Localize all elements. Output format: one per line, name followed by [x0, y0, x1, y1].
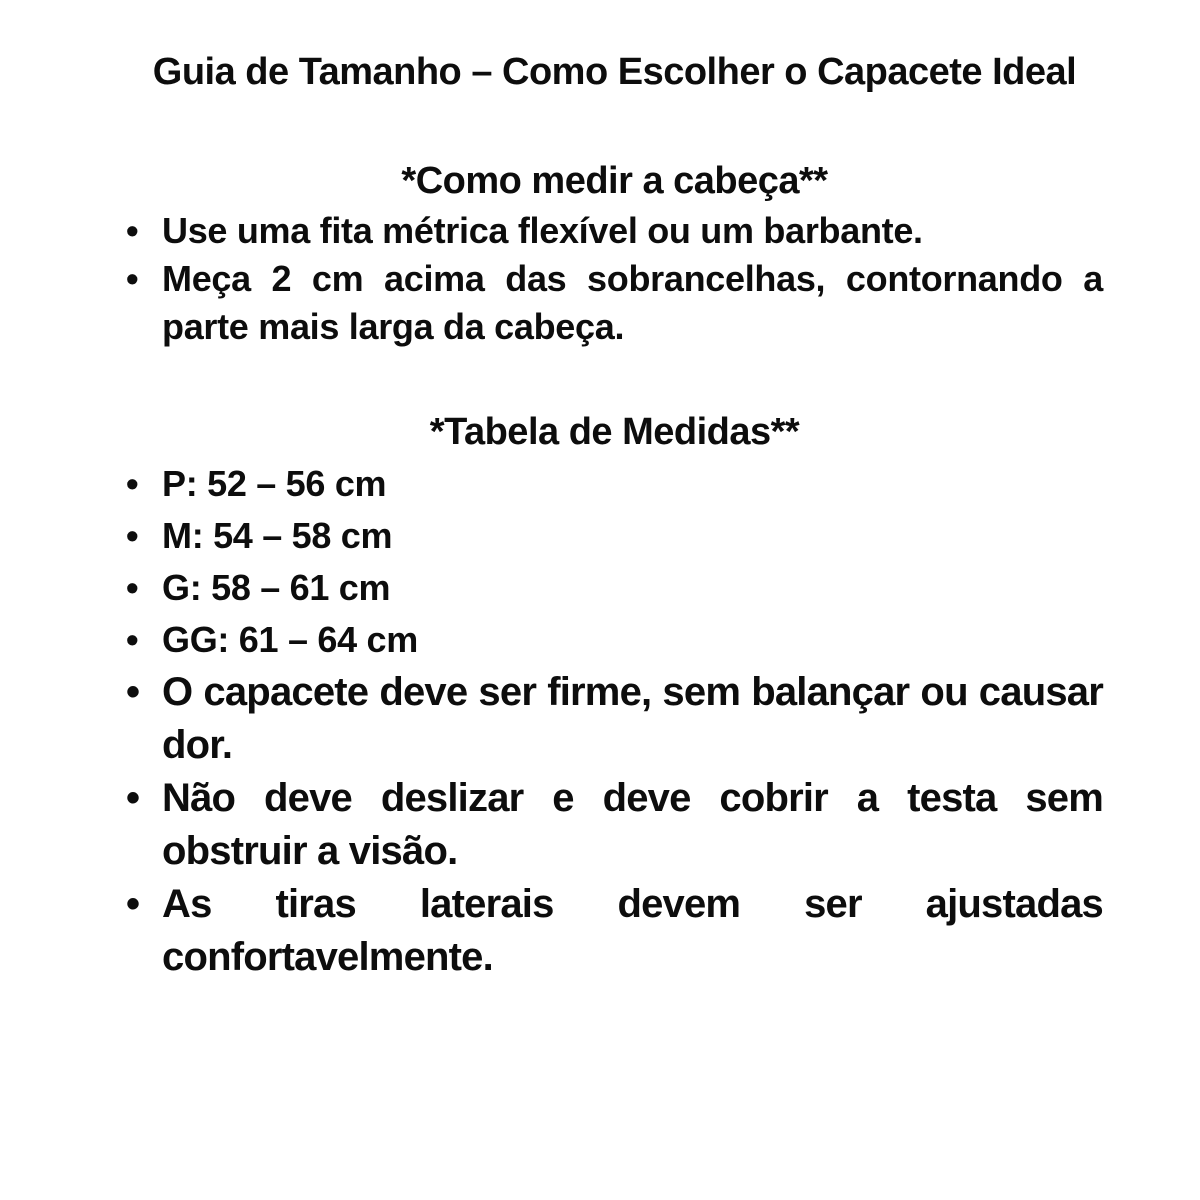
- size-gg-value: GG: 61 – 64 cm: [162, 619, 418, 660]
- page-title: Guia de Tamanho – Como Escolher o Capacete Ideal: [152, 51, 1077, 93]
- list-item: [126, 510, 1103, 562]
- section-heading-tabela-de-medidas: *Tabela de Medidas**: [429, 411, 800, 453]
- size-table-list: [126, 458, 1103, 666]
- list-item: [126, 614, 1103, 666]
- list-item: [126, 562, 1103, 614]
- fit-tips-list: [126, 666, 1103, 984]
- list-item: [126, 255, 1103, 351]
- bullet-icon: •: [126, 619, 139, 660]
- list-item: [126, 878, 1103, 984]
- bullet-icon: •: [126, 776, 140, 820]
- bullet-text: O capacete deve ser firme, sem balançar ou causar dor.: [162, 670, 1103, 767]
- bullet-text: Meça 2 cm acima das sobrancelhas, contornando a parte mais larga da cabeça.: [162, 258, 1103, 347]
- list-item: [126, 666, 1103, 772]
- size-g-value: G: 58 – 61 cm: [162, 567, 391, 608]
- list-item: [126, 207, 1103, 255]
- size-m-value: M: 54 – 58 cm: [162, 515, 393, 556]
- list-item: [126, 458, 1103, 510]
- bullet-icon: •: [126, 210, 139, 251]
- section-heading-como-medir: *Como medir a cabeça**: [401, 160, 828, 202]
- size-guide-document: [0, 46, 1200, 1200]
- bullet-icon: •: [126, 882, 140, 926]
- bullet-icon: •: [126, 567, 139, 608]
- bullet-text: Não deve deslizar e deve cobrir a testa sem obstruir a visão.: [162, 776, 1103, 873]
- measure-instructions-list: [126, 207, 1103, 351]
- bullet-icon: •: [126, 515, 139, 556]
- bullet-icon: •: [126, 463, 139, 504]
- bullet-icon: •: [126, 258, 139, 299]
- bullet-text: Use uma fita métrica flexível ou um barbante.: [162, 210, 923, 251]
- bullet-text: As tiras laterais devem ser ajustadas confortavelmente.: [162, 882, 1103, 979]
- list-item: [126, 772, 1103, 878]
- size-p-value: P: 52 – 56 cm: [162, 463, 387, 504]
- bullet-icon: •: [126, 670, 140, 714]
